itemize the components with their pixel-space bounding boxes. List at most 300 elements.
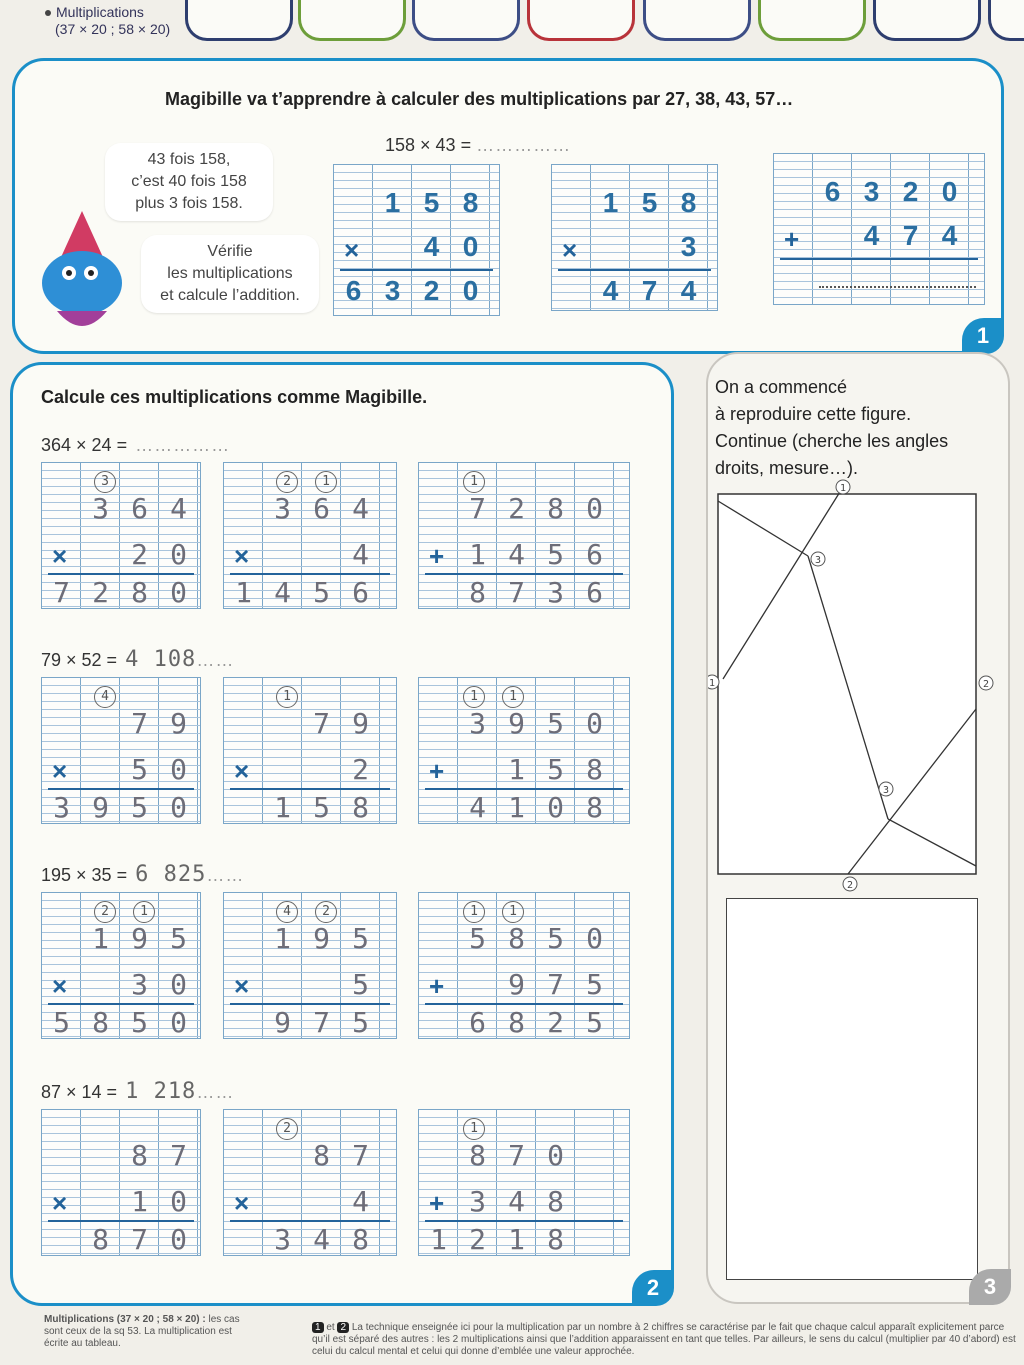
plus-sign: +: [429, 971, 445, 1001]
grid-row-addend-2: [774, 216, 984, 256]
grid-row: [42, 1220, 200, 1260]
digit: 4: [423, 231, 440, 262]
handwritten-digit: 5: [313, 791, 330, 824]
magibille-mascot-icon: [37, 211, 127, 341]
handwritten-digit: [81, 750, 120, 790]
bubble-line: les multiplications: [167, 265, 293, 282]
handwritten-digit: 5: [469, 922, 486, 955]
carry-digit: 1: [502, 686, 524, 708]
carry-digit: 2: [276, 1118, 298, 1140]
instruction-line: On a commencé: [715, 377, 848, 397]
handwritten-digit: [42, 1220, 81, 1260]
grid-row: [419, 919, 629, 959]
handwritten-digit: 0: [586, 707, 603, 740]
result-rule: [48, 1003, 194, 1005]
grid-row: [419, 1003, 629, 1043]
multiplication-grid: [41, 462, 201, 609]
grid-row: [224, 965, 396, 1005]
handwritten-digit: 4: [469, 791, 486, 824]
handwritten-digit: [419, 489, 458, 529]
figure-mark: 1: [839, 483, 847, 494]
handwritten-digit: 1: [508, 753, 525, 786]
digit: [591, 227, 630, 267]
handwritten-digit: 5: [547, 538, 564, 571]
handwritten-digit: 8: [508, 1006, 525, 1039]
exercise-1-equation-text: 158 × 43 =: [385, 135, 472, 155]
handwritten-digit: 1: [274, 791, 291, 824]
digit: [552, 271, 591, 311]
plus-sign: +: [429, 541, 445, 571]
handwritten-digit: 8: [92, 1223, 109, 1256]
digit: 4: [680, 275, 697, 306]
carry-digit: 3: [94, 471, 116, 493]
carry-digit: 2: [276, 471, 298, 493]
digit: 2: [423, 275, 440, 306]
footer-left-text: les cas sont ceux de la sq 53. La multiplication: [44, 1314, 240, 1337]
handwritten-digit: 1: [92, 922, 109, 955]
handwritten-digit: 8: [131, 576, 148, 609]
grid-row: [42, 1003, 200, 1043]
carry-digit: 4: [276, 901, 298, 923]
grid-row-multiplier: [552, 227, 717, 267]
progress-square: [643, 0, 751, 41]
problem-equation: [41, 862, 244, 887]
grid-row: [224, 573, 396, 613]
digit: 3: [863, 176, 880, 207]
digit: [552, 183, 591, 223]
plus-sign: +: [429, 756, 445, 786]
plus-sign: +: [429, 1188, 445, 1218]
grid-row: [224, 704, 396, 744]
grid-row: [419, 489, 629, 529]
handwritten-digit: 8: [352, 791, 369, 824]
result-rule: [425, 1003, 623, 1005]
grid-row-result: [552, 271, 717, 311]
handwritten-digit: [419, 788, 458, 828]
footer-text: le sens du calcul (multiplier par 40 d’abord) est celui du calcul mental et celui qui donne d’emblée une valeur approchée.: [312, 1334, 1016, 1357]
grid-row: [419, 1220, 629, 1260]
handwritten-digit: 4: [170, 492, 187, 525]
header-subtitle: (37 × 20 ; 58 × 20): [55, 21, 171, 37]
grid-ex1-multiply-40: [333, 164, 500, 316]
handwritten-digit: 9: [131, 922, 148, 955]
grid-row: [224, 1182, 396, 1222]
problem-equation: [41, 432, 230, 457]
grid-row: [224, 750, 396, 790]
carry-digit: 2: [315, 901, 337, 923]
exercise-1-title: Magibille va t’apprendre à calculer des multiplications par 27, 38, 43, 57…: [165, 89, 794, 109]
speech-bubble-2: [141, 235, 319, 313]
grid-row: [419, 1136, 629, 1176]
handwritten-digit: 0: [170, 968, 187, 1001]
grid-row: [42, 1136, 200, 1176]
progress-square: [527, 0, 635, 41]
handwritten-answer[interactable]: 1 218: [125, 1079, 197, 1104]
footer-text: et: [326, 1322, 335, 1333]
handwritten-digit: 5: [352, 922, 369, 955]
handwritten-digit: 0: [170, 1185, 187, 1218]
sum-answer-line[interactable]: [819, 286, 976, 288]
handwritten-digit: [81, 1136, 120, 1176]
handwritten-answer[interactable]: 4 108: [125, 647, 197, 672]
handwritten-digit: 2: [469, 1223, 486, 1256]
handwritten-digit: 9: [508, 707, 525, 740]
handwritten-digit: [81, 1182, 120, 1222]
exercise-1-badge: 1: [962, 318, 1004, 354]
handwritten-digit: [224, 704, 263, 744]
handwritten-digit: 7: [313, 707, 330, 740]
footer-text: La technique enseignée ici pour la multiplication par un nombre à 2 chiffres se caractérise par le fait que chaque calcul apparaît: [351, 1322, 916, 1333]
handwritten-digit: 4: [508, 1185, 525, 1218]
handwritten-digit: 3: [469, 1185, 486, 1218]
handwritten-answer[interactable]: 6 825: [135, 862, 207, 887]
carry-digit: 1: [276, 686, 298, 708]
handwritten-digit: 1: [430, 1223, 447, 1256]
header-bullet: [45, 4, 170, 38]
handwritten-digit: 5: [547, 922, 564, 955]
handwritten-digit: 0: [170, 753, 187, 786]
instruction-line: à reproduire cette figure.: [715, 404, 912, 424]
handwritten-digit: [81, 965, 120, 1005]
handwritten-digit: 7: [313, 1006, 330, 1039]
problem-equation: [41, 647, 234, 672]
handwritten-digit: 6: [131, 492, 148, 525]
handwritten-digit: [458, 750, 497, 790]
handwritten-digit: 6: [313, 492, 330, 525]
handwritten-digit: 1: [508, 791, 525, 824]
handwritten-digit: 5: [170, 922, 187, 955]
grid-row: [419, 573, 629, 613]
handwritten-digit: 5: [313, 576, 330, 609]
handwritten-digit: 8: [313, 1139, 330, 1172]
handwritten-digit: 7: [131, 707, 148, 740]
handwritten-digit: 8: [92, 1006, 109, 1039]
result-rule: [230, 1003, 390, 1005]
handwritten-digit: 8: [131, 1139, 148, 1172]
figure-mark: 2: [846, 880, 854, 891]
handwritten-digit: [81, 704, 120, 744]
digit: 8: [462, 187, 479, 218]
handwritten-digit: 4: [313, 1223, 330, 1256]
grid-row: [42, 573, 200, 613]
handwritten-digit: 7: [547, 968, 564, 1001]
handwritten-digit: [302, 535, 341, 575]
multiply-sign: ×: [234, 756, 250, 786]
digit: [774, 216, 813, 256]
handwritten-digit: 3: [469, 707, 486, 740]
exercise-2-badge: 2: [632, 1270, 674, 1306]
exercise-1-equation: [385, 135, 571, 156]
handwritten-digit: 9: [352, 707, 369, 740]
footer-text: explicitement parce qu’il est séparé des autres : les 2 multiplications ainsi que l’addition apparaissent en tant que telles. Par ailleurs,: [312, 1322, 1005, 1345]
answer-dots: ……: [196, 1082, 235, 1102]
digit: 2: [902, 176, 919, 207]
multiplication-grid: [41, 892, 201, 1039]
digit: [334, 227, 373, 267]
handwritten-digit: 0: [170, 791, 187, 824]
grid-row: [419, 965, 629, 1005]
handwritten-digit: [224, 1003, 263, 1043]
handwritten-digit: [224, 788, 263, 828]
grid-row-multiplier: [334, 227, 499, 267]
result-rule: [48, 788, 194, 790]
digit: [774, 172, 813, 212]
digit: [552, 227, 591, 267]
handwritten-digit: 4: [352, 538, 369, 571]
carry-digit: 1: [315, 471, 337, 493]
handwritten-digit: 9: [170, 707, 187, 740]
digit: 5: [641, 187, 658, 218]
exercise-3-panel: [706, 352, 1010, 1304]
carry-digit: 1: [463, 686, 485, 708]
footer-left-text: est écrite au tableau.: [44, 1326, 232, 1349]
handwritten-digit: 5: [131, 753, 148, 786]
exercise-1-panel: [12, 58, 1004, 354]
bubble-line: et calcule l’addition.: [160, 287, 300, 304]
handwritten-digit: [458, 965, 497, 1005]
figure-mark: 1: [708, 678, 716, 689]
handwritten-digit: 3: [92, 492, 109, 525]
handwritten-digit: 7: [469, 492, 486, 525]
handwritten-digit: 9: [313, 922, 330, 955]
handwritten-digit: [263, 1182, 302, 1222]
handwritten-digit: [302, 1182, 341, 1222]
handwritten-digit: 7: [352, 1139, 369, 1172]
grid-row: [224, 919, 396, 959]
handwritten-digit: 0: [547, 1139, 564, 1172]
handwritten-digit: [224, 1220, 263, 1260]
figure-mark: 3: [814, 555, 822, 566]
multiply-sign: ×: [52, 1188, 68, 1218]
handwritten-digit: 9: [274, 1006, 291, 1039]
exercise-3-badge: 3: [969, 1269, 1011, 1305]
handwritten-digit: [419, 1003, 458, 1043]
handwritten-digit: [419, 1136, 458, 1176]
digit: [334, 183, 373, 223]
handwritten-digit: 8: [469, 576, 486, 609]
handwritten-digit: 1: [469, 538, 486, 571]
multiply-sign: ×: [234, 541, 250, 571]
instruction-line: Continue (cherche les angles: [715, 431, 949, 451]
progress-square: [988, 0, 1024, 41]
multiply-sign: ×: [52, 971, 68, 1001]
bubble-line: c’est 40 fois 158: [131, 173, 247, 190]
handwritten-digit: [263, 1136, 302, 1176]
progress-square: [412, 0, 520, 41]
header-title: Multiplications: [56, 4, 144, 20]
grid-row: [419, 704, 629, 744]
grid-row: [224, 788, 396, 828]
multiply-sign: ×: [562, 235, 578, 265]
carry-digit: 2: [94, 901, 116, 923]
multiplication-grid: [223, 462, 397, 609]
progress-square: [185, 0, 293, 41]
handwritten-digit: [224, 1136, 263, 1176]
result-rule: [230, 573, 390, 575]
digit: 4: [941, 220, 958, 251]
equation-text: 195 × 35 =: [41, 865, 128, 885]
carry-digit: 4: [94, 686, 116, 708]
figure-mark: 3: [882, 785, 890, 796]
answer-dots: ……: [196, 650, 235, 670]
handwritten-digit: [263, 750, 302, 790]
handwritten-digit: 0: [170, 576, 187, 609]
answer-dots: ……………: [476, 135, 572, 155]
handwritten-digit: 5: [53, 1006, 70, 1039]
grid-row: [224, 1003, 396, 1043]
handwritten-digit: 5: [131, 1006, 148, 1039]
handwritten-digit: 0: [170, 1006, 187, 1039]
handwritten-digit: 7: [508, 576, 525, 609]
digit: 0: [462, 231, 479, 262]
handwritten-digit: 3: [274, 492, 291, 525]
footer-right-note: [312, 1322, 1017, 1358]
progress-square: [758, 0, 866, 41]
handwritten-digit: 4: [352, 492, 369, 525]
multiplication-grid: [41, 1109, 201, 1256]
handwritten-digit: 3: [53, 791, 70, 824]
handwritten-digit: 0: [170, 1223, 187, 1256]
handwritten-digit: 5: [586, 1006, 603, 1039]
handwritten-digit: [42, 489, 81, 529]
handwritten-digit: 2: [547, 1006, 564, 1039]
carry-digit: 1: [463, 1118, 485, 1140]
handwritten-digit: 9: [508, 968, 525, 1001]
digit: [630, 227, 669, 267]
handwritten-digit: 3: [547, 576, 564, 609]
grid-ex1-addition: [773, 153, 985, 305]
multiply-sign: ×: [52, 756, 68, 786]
grid-row-result: [334, 271, 499, 311]
handwritten-digit: [42, 1136, 81, 1176]
handwritten-digit: 0: [586, 492, 603, 525]
multiplication-grid: [223, 892, 397, 1039]
handwritten-digit: 7: [170, 1139, 187, 1172]
result-rule: [425, 788, 623, 790]
addition-grid: [418, 892, 630, 1039]
answer-dots: ……………: [135, 435, 231, 455]
handwritten-digit: 2: [92, 576, 109, 609]
handwritten-digit: 8: [586, 753, 603, 786]
handwritten-digit: [302, 965, 341, 1005]
carry-digit: 1: [502, 901, 524, 923]
grid-row: [419, 1182, 629, 1222]
exercise-3-instructions: [715, 374, 948, 482]
equation-text: 364 × 24 =: [41, 435, 128, 455]
carry-digit: 1: [133, 901, 155, 923]
grid-row-addend-1: [774, 172, 984, 212]
bubble-line: Vérifie: [207, 243, 253, 260]
progress-square: [873, 0, 981, 41]
digit: 7: [902, 220, 919, 251]
instruction-line: droits, mesure…).: [715, 458, 859, 478]
result-rule: [425, 573, 623, 575]
result-rule: [48, 1220, 194, 1222]
multiplication-grid: [41, 677, 201, 824]
handwritten-digit: 8: [586, 791, 603, 824]
bubble-line: plus 3 fois 158.: [135, 195, 243, 212]
equation-text: 87 × 14 =: [41, 1082, 118, 1102]
carry-digit: 1: [463, 901, 485, 923]
carry-digit: 1: [463, 471, 485, 493]
handwritten-digit: 2: [508, 492, 525, 525]
handwritten-digit: [81, 535, 120, 575]
result-rule: [425, 1220, 623, 1222]
handwritten-digit: 9: [92, 791, 109, 824]
handwritten-digit: 7: [508, 1139, 525, 1172]
drawing-area[interactable]: [726, 898, 978, 1280]
handwritten-digit: 8: [547, 1185, 564, 1218]
grid-row: [224, 535, 396, 575]
digit: 0: [941, 176, 958, 207]
grid-ex1-multiply-3: [551, 164, 718, 311]
multiply-sign: ×: [52, 541, 68, 571]
handwritten-digit: [42, 919, 81, 959]
handwritten-digit: [263, 704, 302, 744]
plus-sign: +: [784, 224, 800, 254]
footer-left-note: [44, 1314, 254, 1350]
handwritten-digit: [263, 965, 302, 1005]
grid-row: [419, 788, 629, 828]
result-rule: [230, 788, 390, 790]
handwritten-digit: 8: [547, 1223, 564, 1256]
handwritten-digit: 5: [352, 1006, 369, 1039]
handwritten-digit: [224, 919, 263, 959]
handwritten-digit: [419, 704, 458, 744]
handwritten-digit: 0: [586, 922, 603, 955]
multiplication-grid: [223, 1109, 397, 1256]
handwritten-digit: 6: [586, 576, 603, 609]
handwritten-digit: 1: [274, 922, 291, 955]
addition-grid: [418, 677, 630, 824]
handwritten-digit: 5: [352, 968, 369, 1001]
handwritten-digit: 5: [586, 968, 603, 1001]
exercise-2-title: Calcule ces multiplications comme Magibille.: [41, 387, 428, 407]
multiply-sign: ×: [234, 971, 250, 1001]
handwritten-digit: 1: [235, 576, 252, 609]
digit: 1: [602, 187, 619, 218]
handwritten-digit: [419, 919, 458, 959]
model-figure: [708, 474, 1008, 894]
handwritten-digit: 8: [508, 922, 525, 955]
progress-square: [298, 0, 406, 41]
digit: 4: [863, 220, 880, 251]
result-rule: [230, 1220, 390, 1222]
figure-mark: 2: [982, 679, 990, 690]
handwritten-digit: 7: [131, 1223, 148, 1256]
grid-row: [42, 919, 200, 959]
grid-row-multiplicand: [552, 183, 717, 223]
result-rule: [48, 573, 194, 575]
multiplication-grid: [223, 677, 397, 824]
handwritten-digit: 8: [469, 1139, 486, 1172]
grid-row: [42, 704, 200, 744]
grid-row: [224, 489, 396, 529]
equation-text: 79 × 52 =: [41, 650, 118, 670]
handwritten-digit: [302, 750, 341, 790]
handwritten-digit: 8: [547, 492, 564, 525]
digit: 6: [824, 176, 841, 207]
handwritten-digit: 1: [508, 1223, 525, 1256]
digit: 5: [423, 187, 440, 218]
exercise-2-panel: [10, 362, 674, 1306]
handwritten-digit: 3: [131, 968, 148, 1001]
bubble-line: 43 fois 158,: [147, 151, 231, 168]
grid-row: [419, 535, 629, 575]
handwritten-digit: 0: [170, 538, 187, 571]
digit: 6: [345, 275, 362, 306]
grid-row: [42, 788, 200, 828]
